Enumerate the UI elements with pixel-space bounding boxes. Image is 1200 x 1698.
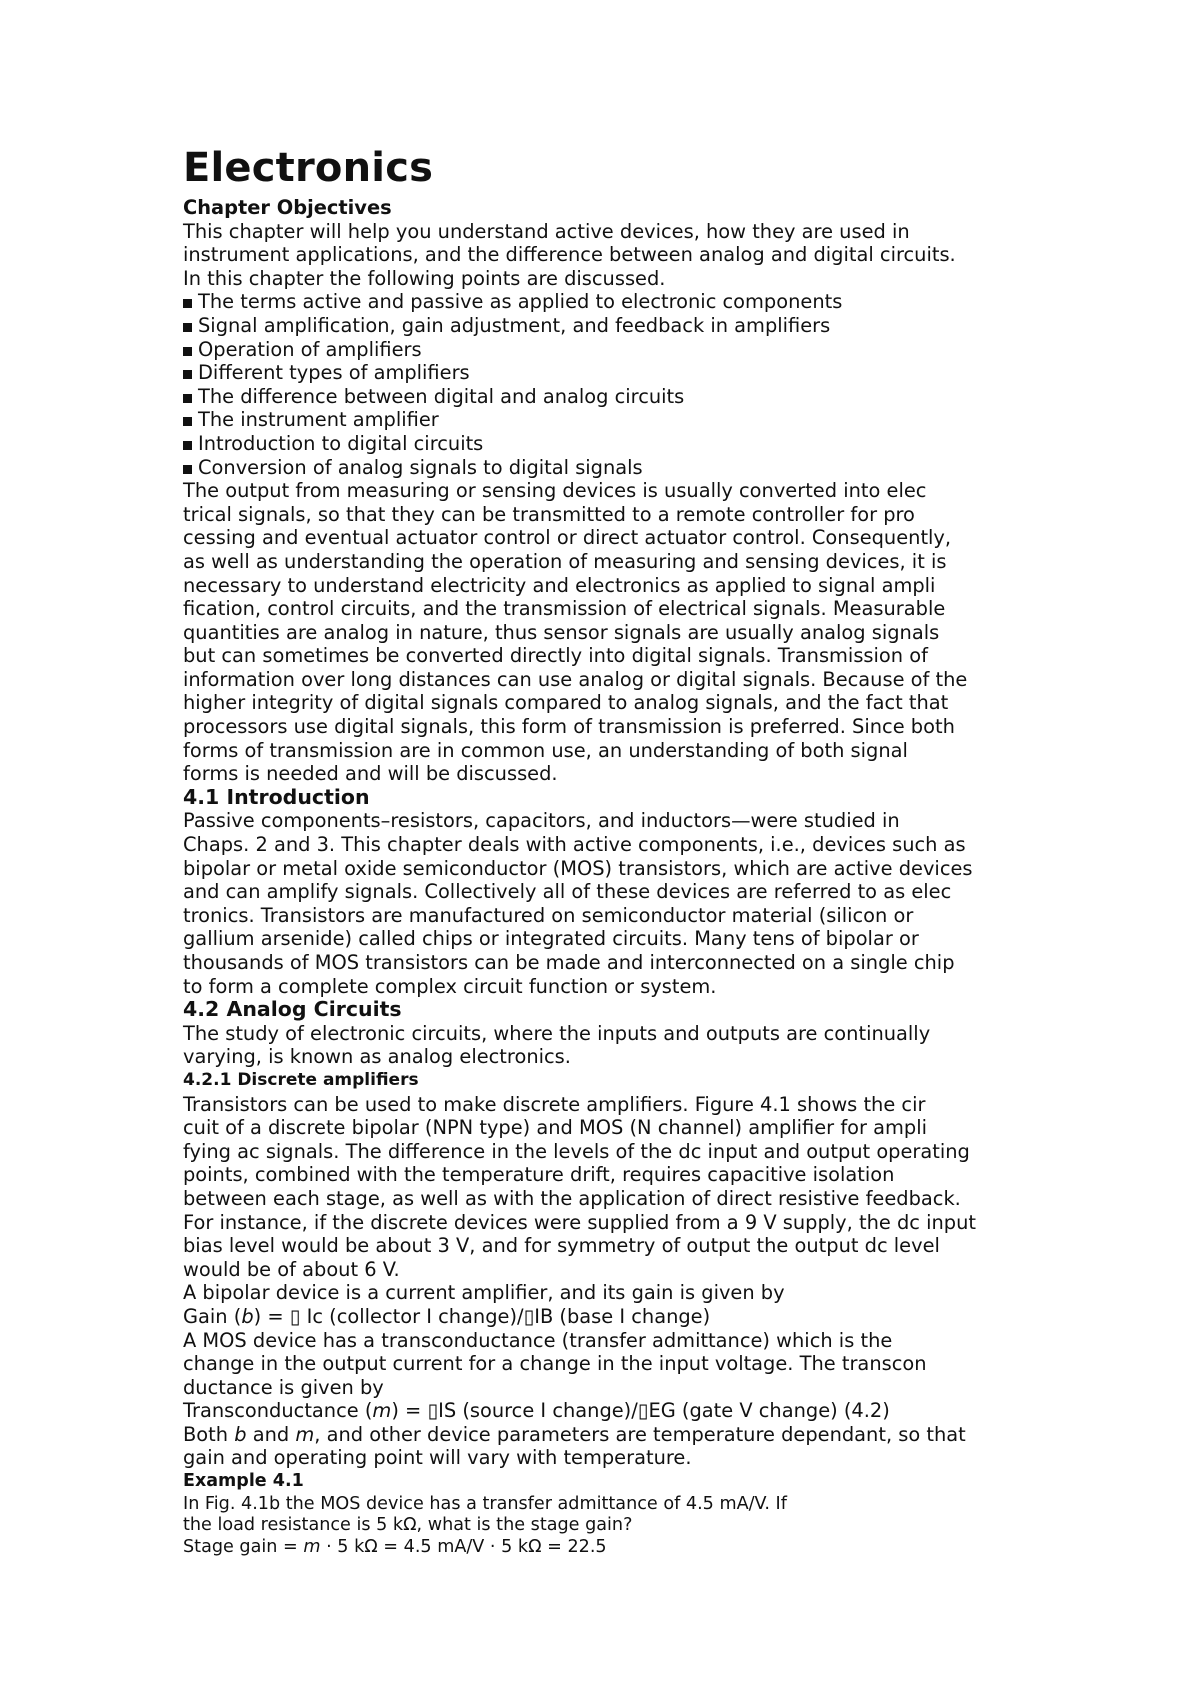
equation-text: ) = [253,1304,290,1328]
section-heading-4-2-1: 4.2.1 Discrete amplifiers [183,1069,419,1090]
equation-text: Transconductance ( [183,1399,373,1423]
missing-glyph-icon: ▯ [427,1399,439,1423]
body-line: would be of about 6 V. [183,1257,400,1281]
body-line: bipolar or metal oxide semiconductor (MOS) transistors, which are active devices [183,856,973,880]
list-item-text: Different types of amplifiers [198,361,470,385]
missing-glyph-icon: ▯ [637,1399,649,1423]
equation-text: Ic (collector I change)/ [300,1304,524,1328]
equation-symbol: b [234,1422,247,1446]
objectives-heading: Chapter Objectives [183,196,392,219]
square-bullet-icon [183,347,192,356]
section-heading-4-1: 4.1 Introduction [183,784,370,809]
intro-line: In this chapter the following points are discussed. [183,266,666,290]
equation-text: IS (source I change)/ [438,1399,638,1423]
square-bullet-icon [183,299,192,308]
example-text: Stage gain = [183,1536,304,1557]
document-page [183,140,1083,1558]
body-line: Passive components–resistors, capacitors, and inductors—were studied in [183,809,900,833]
body-text: Both [183,1422,235,1446]
list-item [183,314,1083,338]
list-item-text: The terms active and passive as applied to electronic components [198,290,843,314]
example-heading: Example 4.1 [183,1471,304,1492]
list-item-text: Introduction to digital circuits [198,431,484,455]
square-bullet-icon [183,441,192,450]
intro-line: This chapter will help you understand active devices, how they are used in [183,219,910,243]
body-text: , and other device parameters are temperature dependant, so that [314,1422,966,1446]
body-line: A bipolar device is a current amplifier, and its gain is given by [183,1281,785,1305]
equation-symbol: b [241,1304,254,1328]
example-text: · 5 kΩ = 4.5 mA/V · 5 kΩ = 22.5 [320,1536,607,1557]
body-line: but can sometimes be converted directly into digital signals. Transmission of [183,644,928,668]
body-line: quantities are analog in nature, thus sensor signals are usually analog signals [183,620,940,644]
equation-symbol: m [295,1422,315,1446]
square-bullet-icon [183,465,192,474]
gain-equation [183,1305,1083,1329]
body-line: fication, control circuits, and the transmission of electrical signals. Measurable [183,597,946,621]
list-item [183,290,1083,314]
body-line: and can amplify signals. Collectively all of these devices are referred to as elec [183,880,952,904]
body-line: thousands of MOS transistors can be made and interconnected on a single chip [183,951,955,974]
example-answer [183,1537,1083,1559]
equation-symbol: m [372,1399,392,1423]
body-line: change in the output current for a change in the input voltage. The transcon [183,1352,927,1376]
body-line: gain and operating point will vary with temperature. [183,1446,692,1470]
intro-line: instrument applications, and the difference between analog and digital circuits. [183,243,956,267]
equation-text: Gain ( [183,1304,242,1328]
body-line: forms is needed and will be discussed. [183,762,558,786]
list-item-text: Signal amplification, gain adjustment, and feedback in amplifiers [198,313,831,337]
body-line: as well as understanding the operation of measuring and sensing devices, it is [183,549,947,573]
body-line: The output from measuring or sensing devices is usually converted into elec [183,479,927,503]
body-line: information over long distances can use analog or digital signals. Because of the [183,667,968,691]
body-line: A MOS device has a transconductance (transfer admittance) which is the [183,1328,893,1352]
body-text: and [246,1422,296,1446]
equation-text: ) = [391,1399,428,1423]
equation-text: EG (gate V change) (4.2) [648,1399,890,1423]
body-line: cuit of a discrete bipolar (NPN type) and MOS (N channel) amplifier for ampli [183,1116,928,1140]
list-item-text: The difference between digital and analog circuits [198,384,685,408]
body-line: trical signals, so that they can be transmitted to a remote controller for pro [183,502,915,526]
list-item [183,408,1083,432]
list-item [183,432,1083,456]
body-line: gallium arsenide) called chips or integrated circuits. Many tens of bipolar or [183,927,919,951]
body-line: between each stage, as well as with the application of direct resistive feedback. [183,1186,961,1210]
body-line: to form a complete complex circuit function or system. [183,974,717,998]
body-line: fying ac signals. The difference in the levels of the dc input and output operating [183,1139,970,1163]
list-item [183,361,1083,385]
list-item-text: The instrument amplifier [198,408,439,432]
equation-symbol: m [303,1536,321,1557]
body-line: varying, is known as analog electronics. [183,1045,571,1069]
body-line: cessing and eventual actuator control or direct actuator control. Consequently, [183,526,952,550]
body-line: necessary to understand electricity and electronics as applied to signal ampli [183,573,936,597]
body-line: higher integrity of digital signals compared to analog signals, and the fact that [183,691,949,715]
list-item-text: Operation of amplifiers [198,337,422,361]
body-line: Chaps. 2 and 3. This chapter deals with active components, i.e., devices such as [183,833,966,857]
square-bullet-icon [183,394,192,403]
equation-text: IB (base I change) [534,1304,711,1328]
list-item [183,338,1083,362]
body-line: forms of transmission are in common use, an understanding of both signal [183,738,908,762]
square-bullet-icon [183,370,192,379]
body-line: processors use digital signals, this form of transmission is preferred. Since both [183,715,955,739]
body-line: bias level would be about 3 V, and for symmetry of output the output dc level [183,1234,940,1258]
body-line: The study of electronic circuits, where the inputs and outputs are continually [183,1021,931,1045]
example-line: In Fig. 4.1b the MOS device has a transfer admittance of 4.5 mA/V. If [183,1493,787,1514]
body-line: tronics. Transistors are manufactured on semiconductor material (silicon or [183,903,914,927]
section-heading-4-2: 4.2 Analog Circuits [183,997,402,1022]
list-item [183,456,1083,480]
body-line: points, combined with the temperature drift, requires capacitive isolation [183,1163,895,1187]
list-item [183,385,1083,409]
square-bullet-icon [183,417,192,426]
missing-glyph-icon: ▯ [523,1304,535,1328]
body-line: For instance, if the discrete devices were supplied from a 9 V supply, the dc input [183,1210,976,1234]
transconductance-equation [183,1399,1083,1423]
list-item-text: Conversion of analog signals to digital signals [198,455,643,479]
square-bullet-icon [183,323,192,332]
missing-glyph-icon: ▯ [289,1304,301,1328]
example-line: the load resistance is 5 kΩ, what is the stage gain? [183,1515,633,1536]
body-line [183,1423,1083,1447]
body-line: ductance is given by [183,1375,384,1399]
page-title: Electronics [183,145,434,191]
body-line: Transistors can be used to make discrete amplifiers. Figure 4.1 shows the cir [183,1092,926,1116]
